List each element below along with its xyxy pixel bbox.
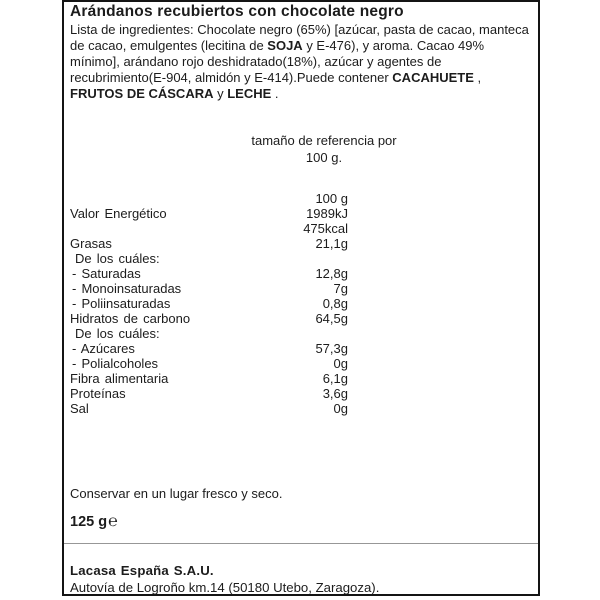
manufacturer-name: Lacasa España S.A.U. (70, 563, 214, 578)
nutrition-label: Grasas (70, 236, 112, 251)
nutrition-label: - Poliinsaturadas (72, 296, 171, 311)
nutrition-label: - Monoinsaturadas (72, 281, 182, 296)
nutrition-label: Hidratos de carbono (70, 311, 191, 326)
manufacturer-block (70, 563, 379, 596)
nutrition-column-header: 100 g (315, 191, 348, 206)
net-weight (70, 513, 118, 531)
nutrition-row-fat (64, 236, 348, 251)
nutrition-label: Fibra alimentaria (70, 371, 169, 386)
nutrition-label: De los cuáles: (75, 326, 160, 341)
nutrition-row-monounsaturated (64, 281, 348, 296)
nutrition-value: 12,8g (315, 266, 348, 281)
nutrition-value-kj: 1989kJ (306, 206, 348, 221)
nutrition-column-header-row (64, 191, 348, 206)
reference-size-header (184, 132, 464, 166)
nutrition-value-kcal: 475kcal (303, 221, 348, 236)
estimated-sign: ℮ (108, 513, 118, 530)
nutrition-row-fibre (64, 371, 348, 386)
nutrition-value: 6,1g (322, 371, 348, 386)
nutrition-value: 57,3g (315, 341, 348, 356)
nutrition-label: Valor Energético (70, 206, 167, 221)
nutrition-label: Sal (70, 401, 89, 416)
nutrition-table (64, 191, 348, 416)
nutrition-label: De los cuáles: (75, 251, 160, 266)
nutrition-label: Proteínas (70, 386, 126, 401)
nutrition-label: - Azúcares (72, 341, 135, 356)
nutrition-value: 3,6g (322, 386, 348, 401)
nutrition-value-group (303, 206, 348, 236)
nutrition-value: 64,5g (315, 311, 348, 326)
manufacturer-address: Autovía de Logroño km.14 (50180 Utebo, Zaragoza). (70, 579, 380, 595)
nutrition-row-energy (64, 206, 348, 236)
label-box (62, 0, 540, 596)
nutrition-value: 21,1g (315, 236, 348, 251)
nutrition-value: 7g (333, 281, 348, 296)
storage-instructions: Conservar en un lugar fresco y seco. (70, 486, 283, 501)
separator-line (64, 543, 538, 544)
nutrition-row-sugars (64, 341, 348, 356)
reference-size-line1: tamaño de referencia por (251, 133, 397, 148)
nutrition-value: 0g (333, 401, 348, 416)
product-title: Arándanos recubiertos con chocolate negro (70, 3, 404, 20)
nutrition-row-polyols (64, 356, 348, 371)
nutrition-value: 0,8g (322, 296, 348, 311)
reference-size-line2: 100 g. (305, 150, 343, 165)
nutrition-row-protein (64, 386, 348, 401)
ingredients-text: Lista de ingredientes: Chocolate negro (65%) [azúcar, pasta de cacao, manteca de cacao, emulgentes (lecitina de SOJA y E-476), y aroma. Cacao 49% mínimo], arándano rojo deshidratado(18%), azúcar y agentes de recubrimiento(E-904, almidón y E-414).Puede contener CACAHUETE , FRUTOS DE CÁSCARA y LECHE . (70, 22, 529, 101)
nutrition-row-polyunsaturated (64, 296, 348, 311)
nutrition-row-salt (64, 401, 348, 416)
nutrition-row-ofwhich-fat (64, 251, 348, 266)
nutrition-label: - Saturadas (72, 266, 141, 281)
nutrition-label: - Polialcoholes (72, 356, 159, 371)
nutrition-row-ofwhich-carbs (64, 326, 348, 341)
nutrition-value: 0g (333, 356, 348, 371)
nutrition-row-carbohydrates (64, 311, 348, 326)
net-weight-value: 125 g (70, 514, 108, 530)
nutrition-row-saturated (64, 266, 348, 281)
